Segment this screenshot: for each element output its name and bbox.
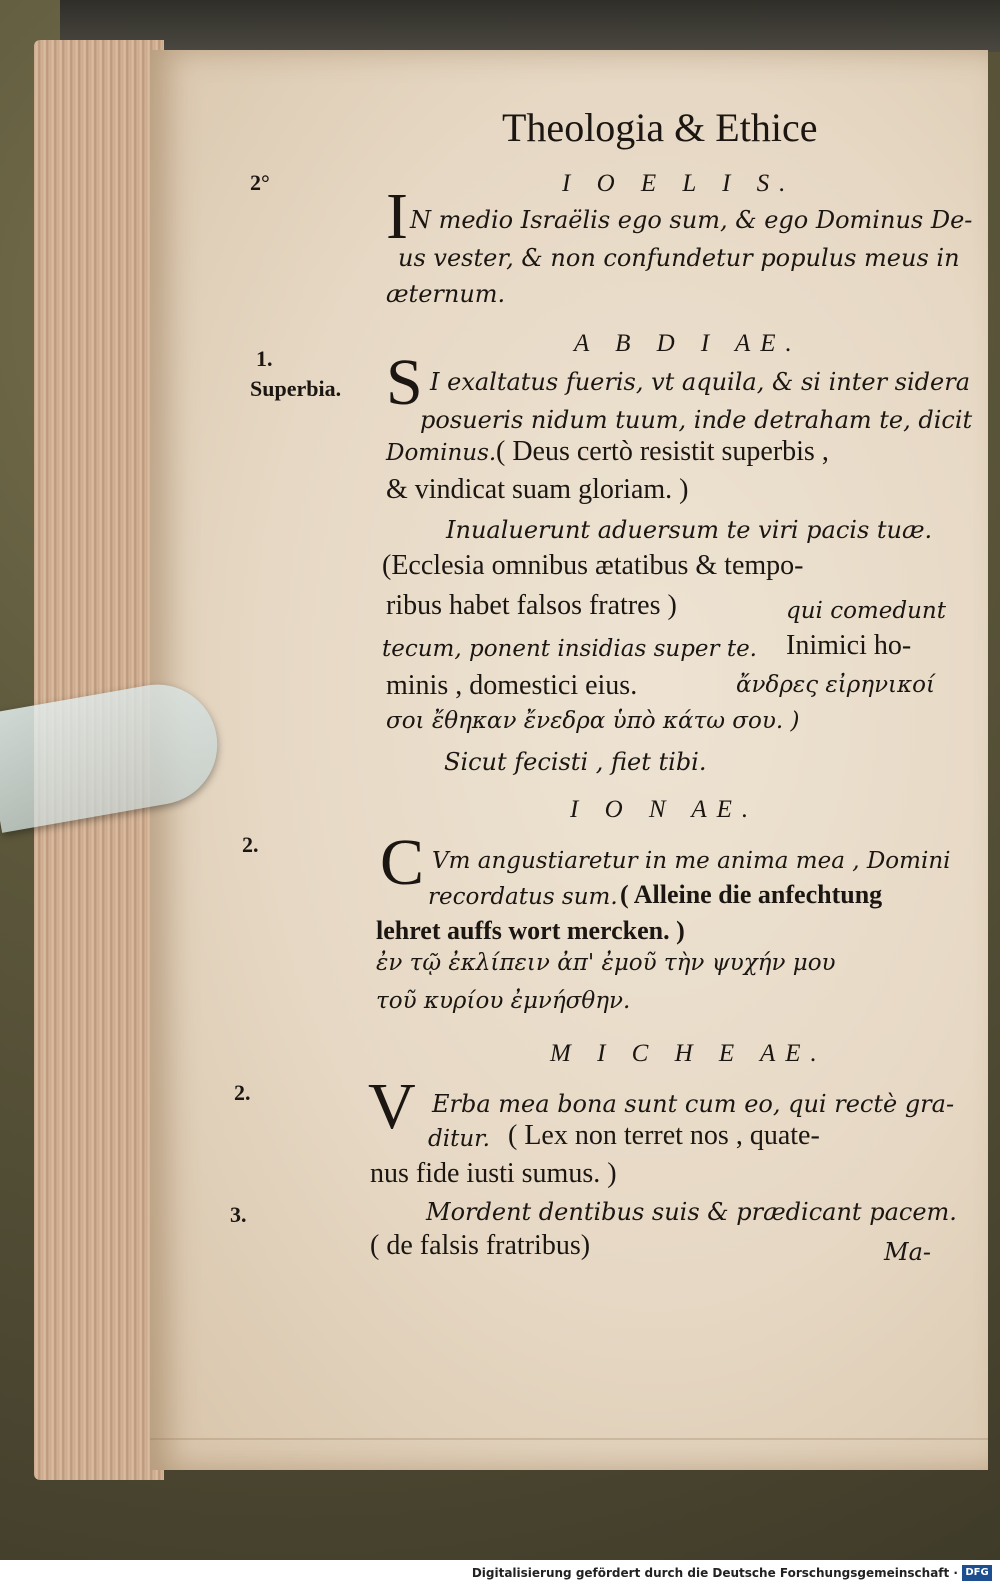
- greek-text-line: τοῦ κυρίου ἐμνήσθην.: [376, 988, 631, 1014]
- text-line: Vm angustiaretur in me anima mea , Domini: [432, 848, 951, 874]
- text-line: Dominus.: [386, 440, 497, 466]
- section-heading-ionae: I O N AE.: [570, 796, 759, 823]
- text-line: I exaltatus fueris, vt aquila, & si inter sidera: [430, 368, 971, 396]
- margin-note-4: 2.: [234, 1080, 251, 1105]
- text-line: & vindicat suam gloriam. ): [386, 474, 689, 505]
- text-line: (Ecclesia omnibus ætatibus & tempo-: [382, 550, 804, 581]
- text-line: N medio Israëlis ego sum, & ego Dominus De-: [410, 206, 973, 234]
- fraktur-text-line: ( Alleine die anfechtung: [620, 880, 883, 909]
- text-line: ( Lex non terret nos , quate-: [508, 1120, 820, 1151]
- text-line: Inualuerunt aduersum te viri pacis tuæ.: [446, 516, 933, 544]
- page-bottom-line: [150, 1438, 988, 1440]
- text-line: Sicut fecisti , fiet tibi.: [444, 748, 707, 776]
- drop-cap-v: V: [368, 1070, 416, 1143]
- footer-bar: [0, 1560, 1000, 1587]
- text-line: recordatus sum.: [428, 884, 618, 910]
- drop-cap-i: I: [386, 180, 408, 253]
- book-page: [150, 50, 988, 1470]
- margin-note-5: 3.: [230, 1202, 247, 1227]
- text-line: nus fide iusti sumus. ): [370, 1158, 617, 1189]
- text-line: minis , domestici eius.: [386, 670, 638, 701]
- margin-note-2: 1.: [256, 346, 273, 371]
- margin-note-3: 2.: [242, 832, 259, 857]
- text-line: æternum.: [386, 280, 506, 308]
- dfg-logo: DFG: [962, 1565, 992, 1581]
- text-line: ( Deus certò resistit superbis ,: [496, 436, 829, 467]
- text-line: ( de falsis fratribus): [370, 1230, 591, 1261]
- text-line: Mordent dentibus suis & prædicant pacem.: [426, 1198, 957, 1226]
- drop-cap-s: S: [386, 346, 423, 419]
- text-line: ribus habet falsos fratres ): [386, 590, 677, 621]
- greek-text-line: σοι ἔθηκαν ἔνεδρα ὑπὸ κάτω σου. ): [386, 708, 800, 734]
- text-line: us vester, & non confundetur populus meus in: [398, 244, 960, 272]
- section-heading-ioelis: I O E L I S.: [562, 170, 796, 197]
- margin-note-superbia: Superbia.: [250, 376, 342, 401]
- section-heading-micheae: M I C H E AE.: [550, 1040, 827, 1067]
- text-line: posueris nidum tuum, inde detraham te, dicit: [420, 406, 973, 434]
- catchword: Ma-: [884, 1238, 931, 1266]
- footer-credit: Digitalisierung gefördert durch die Deutsche Forschungsgemeinschaft ·: [471, 1566, 958, 1580]
- text-line: Erba mea bona sunt cum eo, qui rectè gra-: [432, 1090, 955, 1118]
- section-heading-abdiae: A B D I AE.: [574, 330, 802, 357]
- fraktur-text-line: lehret auffs wort mercken. ): [376, 916, 685, 945]
- drop-cap-c: C: [380, 826, 425, 899]
- greek-text-line: ἐν τῷ ἐκλίπειν ἀπ' ἐμοῦ τὴν ψυχήν μου: [376, 950, 836, 976]
- greek-text-line: ἄνδρες εἰρηνικοί: [736, 672, 936, 698]
- text-line: ditur.: [428, 1126, 490, 1152]
- text-line: qui comedunt: [786, 598, 946, 624]
- margin-note-1: 2°: [250, 170, 270, 195]
- running-head: Theologia & Ethice: [502, 105, 818, 150]
- text-line: Inimici ho-: [786, 630, 912, 661]
- text-line: tecum, ponent insidias super te.: [382, 636, 757, 662]
- book-top-edge: [60, 0, 1000, 52]
